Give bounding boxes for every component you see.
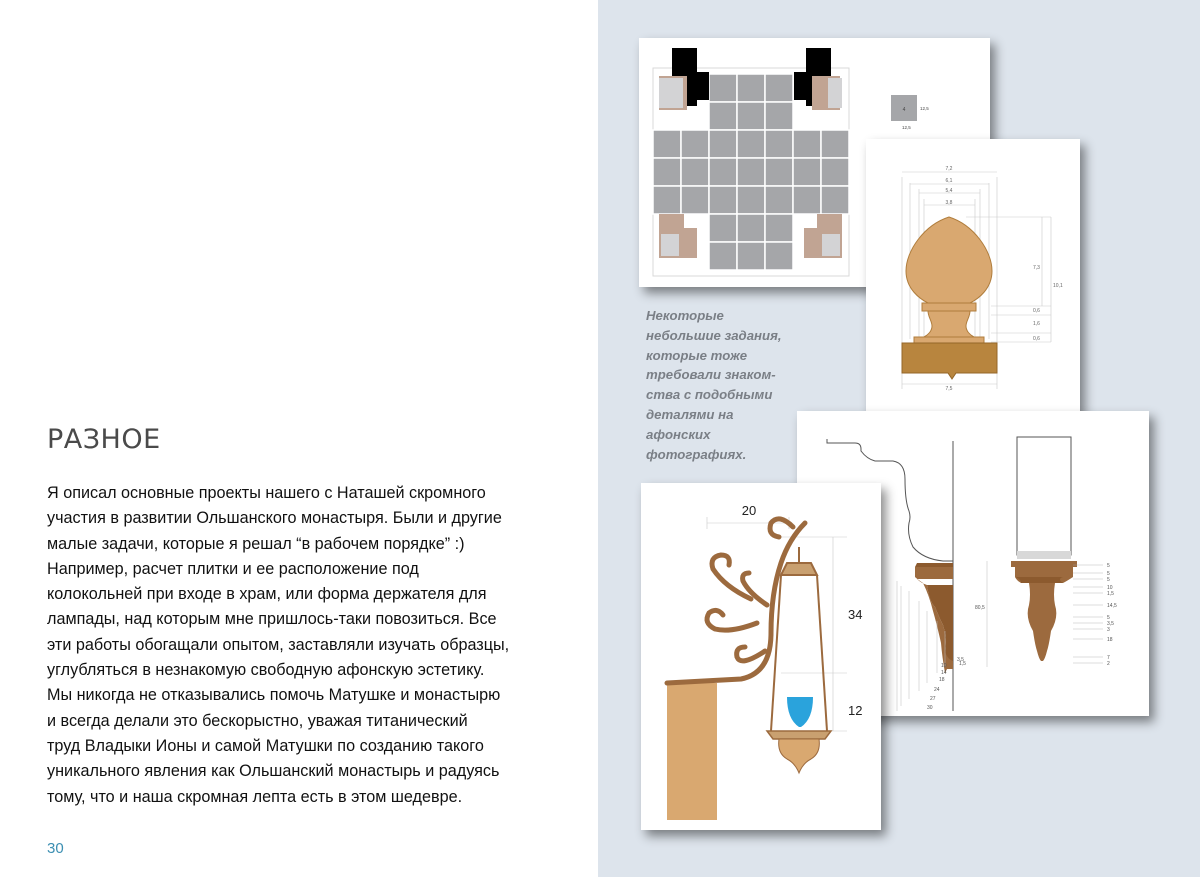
finial-drawing <box>866 139 1080 414</box>
body-text <box>47 481 567 810</box>
finial-dim-right: 7,3 <box>1033 265 1040 271</box>
finial-dim-top: 3,8 <box>945 200 953 206</box>
body-line: углубляться в незнакомую свободную афонскую эстетику. <box>47 661 485 680</box>
section-title: РАЗНОЕ <box>47 424 161 455</box>
baluster-dim-left: 3,5 <box>957 657 964 663</box>
lamp-holder-drawing <box>641 483 881 830</box>
finial-dim-right: 0,6 <box>1033 336 1040 342</box>
baluster-dim-right: 5 <box>1107 571 1110 577</box>
body-line: и всегда делали это бескорыстно, уважая титанический <box>47 711 468 730</box>
body-line: тому, что и наша скромная лепта есть в этом шедевре. <box>47 787 463 806</box>
baluster-dim-left: 24 <box>934 687 940 693</box>
finial-dim-total: 10,1 <box>1053 283 1063 289</box>
tile-dim-right: 12,5 <box>920 106 929 111</box>
lamp-dim-width: 20 <box>741 503 757 518</box>
lamp-dim-upper: 34 <box>848 607 863 622</box>
baluster-dim-right: 5 <box>1107 563 1110 569</box>
baluster-dim-right: 14,5 <box>1107 603 1117 609</box>
baluster-dim-right: 5 <box>1107 615 1110 621</box>
caption-line: деталями на <box>646 406 734 422</box>
baluster-dim-right: 5 <box>1107 577 1110 583</box>
tile-detail-label: 4 <box>902 107 906 113</box>
baluster-dim-right: 1,5 <box>1107 591 1114 597</box>
baluster-dim-right: 3,5 <box>1107 621 1114 627</box>
body-line: Я описал основные проекты нашего с Наташей скромного <box>47 484 486 502</box>
baluster-dim-right: 18 <box>1107 637 1113 643</box>
body-line: колокольней при входе в храм, или форма держателя для <box>47 585 487 604</box>
body-line: Например, расчет плитки и ее расположение под <box>47 559 419 578</box>
lamp-dim-lower: 12 <box>848 703 863 718</box>
body-line: эти работы обогащали опытом, заставляли изучать образцы, <box>47 635 510 654</box>
baluster-dim-left: 1,5 <box>959 661 966 667</box>
caption-line: которые тоже <box>646 347 748 363</box>
finial-dim-top: 6,1 <box>945 178 953 184</box>
baluster-dim-right: 7 <box>1107 655 1110 661</box>
finial-dim-top: 5,4 <box>945 188 953 194</box>
body-line: лампады, над которым мне пришлось-таки повозиться. Все <box>47 610 497 629</box>
caption-line: требовали знаком- <box>646 367 776 383</box>
baluster-dim-right: 3 <box>1107 627 1110 633</box>
finial-dim-base: 7,5 <box>945 386 953 392</box>
caption-line: ства с подобными <box>646 387 773 403</box>
baluster-dim-left: 14 <box>941 670 947 676</box>
body-line: Мы никогда не отказывались помочь Матушке и монастырю <box>47 686 501 705</box>
baluster-dim-left: 18 <box>939 677 945 683</box>
body-line: труд Владыки Ионы и самой Матушки по созданию такого <box>47 736 484 755</box>
body-line: уникального явления как Ольшанский монастырь и радуясь <box>47 762 500 781</box>
baluster-dim-left: 30 <box>927 705 933 711</box>
baluster-dim-left: 10 <box>941 663 947 669</box>
finial-dim-right: 1,6 <box>1033 321 1040 327</box>
body-line: малые задачи, которые я решал “в рабочем порядке” :) <box>47 534 465 553</box>
body-line: участия в развитии Ольшанского монастыря. Были и другие <box>47 509 502 528</box>
finial-dim-top: 7,2 <box>945 166 953 172</box>
caption <box>646 306 806 464</box>
page-number: 30 <box>47 840 64 857</box>
baluster-dim-height: 80,5 <box>975 605 985 611</box>
caption-line: Некоторые <box>646 308 724 323</box>
caption-line: афонских <box>646 426 711 442</box>
caption-line: небольшие задания, <box>646 327 782 343</box>
baluster-dim-right: 2 <box>1107 661 1110 667</box>
tile-dim-bottom: 12,5 <box>902 125 911 130</box>
caption-line: фотографиях. <box>646 446 747 462</box>
finial-dim-right: 0,6 <box>1033 308 1040 314</box>
baluster-dim-left: 27 <box>930 696 936 702</box>
baluster-dim-right: 10 <box>1107 585 1113 591</box>
